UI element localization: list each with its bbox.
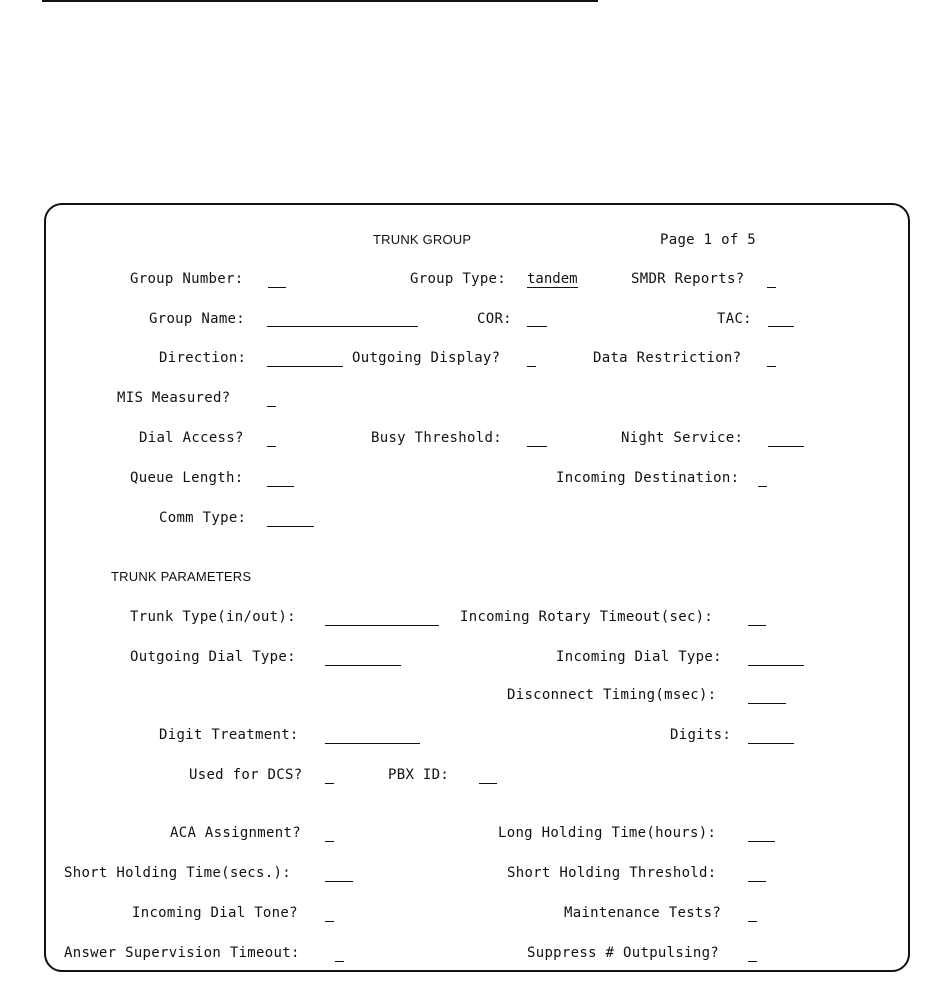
- incoming-destination-label: Incoming Destination:: [556, 470, 740, 486]
- busy-threshold-label: Busy Threshold:: [371, 430, 502, 446]
- trunk-parameters-heading: TRUNK PARAMETERS: [111, 569, 252, 584]
- disconnect-timing-field[interactable]: [748, 703, 786, 704]
- mis-measured-field[interactable]: [267, 406, 276, 407]
- group-name-field[interactable]: [267, 326, 418, 327]
- dial-access-field[interactable]: [267, 446, 276, 447]
- digits-field[interactable]: [748, 743, 794, 744]
- trunk-type-label: Trunk Type(in/out):: [130, 609, 296, 625]
- top-rule: [42, 0, 598, 2]
- pbx-id-label: PBX ID:: [388, 767, 450, 783]
- smdr-reports-label: SMDR Reports?: [631, 271, 745, 287]
- aca-assignment-field[interactable]: [325, 841, 334, 842]
- digit-treatment-label: Digit Treatment:: [159, 727, 299, 743]
- mis-measured-label: MIS Measured?: [117, 390, 231, 406]
- night-service-label: Night Service:: [621, 430, 744, 446]
- busy-threshold-field[interactable]: [527, 446, 547, 447]
- comm-type-field[interactable]: [267, 526, 314, 527]
- answer-supervision-timeout-field[interactable]: [335, 961, 344, 962]
- answer-supervision-timeout-label: Answer Supervision Timeout:: [64, 945, 300, 961]
- maintenance-tests-label: Maintenance Tests?: [564, 905, 722, 921]
- tac-label: TAC:: [717, 311, 752, 327]
- page-title: TRUNK GROUP: [373, 232, 472, 247]
- direction-field[interactable]: [267, 366, 343, 367]
- suppress-outpulsing-label: Suppress # Outpulsing?: [527, 945, 720, 961]
- incoming-dial-tone-field[interactable]: [325, 921, 334, 922]
- cor-label: COR:: [477, 311, 512, 327]
- terminal-screen: [44, 203, 910, 972]
- outgoing-dial-type-field[interactable]: [325, 665, 401, 666]
- tac-field[interactable]: [768, 326, 794, 327]
- digits-label: Digits:: [670, 727, 732, 743]
- incoming-destination-field[interactable]: [758, 486, 767, 487]
- queue-length-label: Queue Length:: [130, 470, 244, 486]
- trunk-type-field[interactable]: [325, 625, 439, 626]
- disconnect-timing-label: Disconnect Timing(msec):: [507, 687, 717, 703]
- direction-label: Direction:: [159, 350, 247, 366]
- pbx-id-field[interactable]: [479, 783, 497, 784]
- short-holding-time-field[interactable]: [325, 881, 353, 882]
- incoming-rotary-timeout-field[interactable]: [748, 625, 766, 626]
- long-holding-time-field[interactable]: [748, 841, 775, 842]
- dial-access-label: Dial Access?: [139, 430, 244, 446]
- group-type-label: Group Type:: [410, 271, 507, 287]
- aca-assignment-label: ACA Assignment?: [170, 825, 301, 841]
- data-restriction-field[interactable]: [767, 366, 776, 367]
- digit-treatment-field[interactable]: [325, 743, 420, 744]
- cor-field[interactable]: [527, 326, 547, 327]
- long-holding-time-label: Long Holding Time(hours):: [498, 825, 717, 841]
- outgoing-display-label: Outgoing Display?: [352, 350, 501, 366]
- queue-length-field[interactable]: [267, 486, 294, 487]
- short-holding-time-label: Short Holding Time(secs.):: [64, 865, 291, 881]
- comm-type-label: Comm Type:: [159, 510, 247, 526]
- group-type-field[interactable]: tandem: [527, 271, 578, 287]
- suppress-outpulsing-field[interactable]: [748, 961, 757, 962]
- page-indicator: Page 1 of 5: [660, 232, 757, 248]
- used-for-dcs-label: Used for DCS?: [189, 767, 303, 783]
- incoming-rotary-timeout-label: Incoming Rotary Timeout(sec):: [460, 609, 714, 625]
- maintenance-tests-field[interactable]: [748, 921, 757, 922]
- incoming-dial-tone-label: Incoming Dial Tone?: [132, 905, 298, 921]
- incoming-dial-type-field[interactable]: [748, 665, 804, 666]
- outgoing-display-field[interactable]: [527, 366, 536, 367]
- data-restriction-label: Data Restriction?: [593, 350, 742, 366]
- used-for-dcs-field[interactable]: [325, 783, 334, 784]
- group-name-label: Group Name:: [149, 311, 246, 327]
- group-number-field[interactable]: [268, 287, 286, 288]
- night-service-field[interactable]: [768, 446, 804, 447]
- short-holding-threshold-field[interactable]: [748, 881, 766, 882]
- outgoing-dial-type-label: Outgoing Dial Type:: [130, 649, 296, 665]
- incoming-dial-type-label: Incoming Dial Type:: [556, 649, 722, 665]
- smdr-reports-field[interactable]: [767, 287, 776, 288]
- group-number-label: Group Number:: [130, 271, 244, 287]
- short-holding-threshold-label: Short Holding Threshold:: [507, 865, 717, 881]
